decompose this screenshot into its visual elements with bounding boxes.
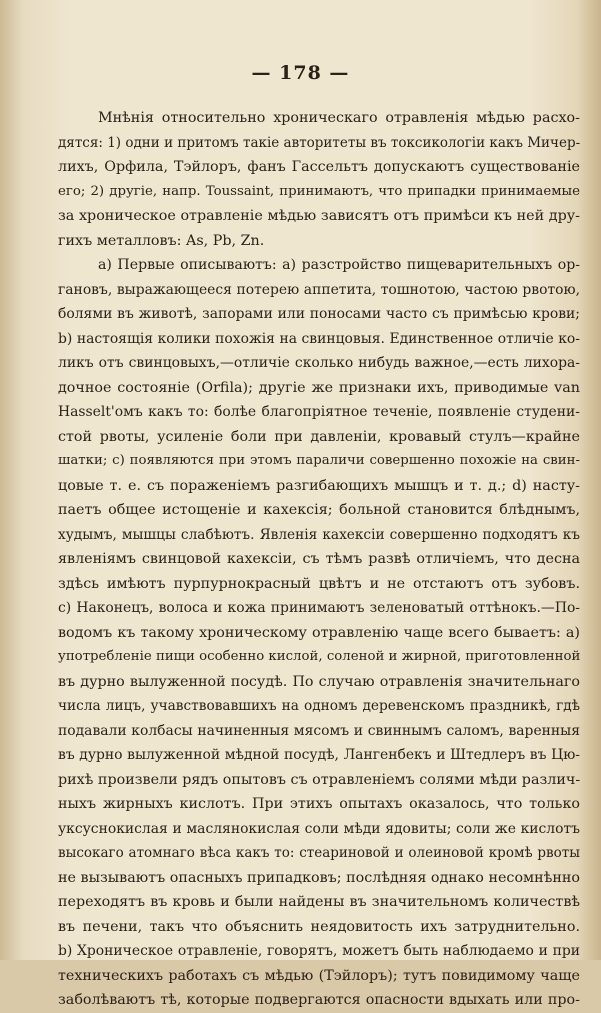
text-line: a) Первые описываютъ: a) разстройство пищеварительныхъ ор- xyxy=(98,257,580,273)
text-line: подавали колбасы начиненныя мясомъ и свиннымъ саломъ, варенныя xyxy=(58,722,580,739)
text-line: въ дурно вылуженной мѣдной посудѣ, Лангенбекъ и Штедлеръ въ Цю- xyxy=(58,747,580,763)
text-line: явленіямъ свинцовой кахексіи, съ тѣмъ развѣ отличіемъ, что десна xyxy=(58,551,580,567)
text-line: лихъ, Орфила, Тэйлоръ, фанъ Гассельтъ допускаютъ существованіе xyxy=(58,159,580,175)
text-line: b) настоящія колики похожія на свинцовыя. Единственное отличіе ко- xyxy=(58,330,580,347)
body-text xyxy=(58,106,580,1013)
text-line: Hasselt'омъ какъ то: болѣе благопріятное теченіе, появленіе студени- xyxy=(58,404,580,420)
text-line: водомъ къ такому хроническому отравленію чаще всего бываетъ: a) xyxy=(58,624,580,641)
text-line: въ дурно вылуженной посудѣ. По случаю отравленія значительнаго xyxy=(58,673,580,690)
text-line: паетъ общее истощеніе и кахексія; больной становится блѣднымъ, xyxy=(58,502,580,518)
text-line: рихѣ произвели рядъ опытовъ съ отравленіемъ солями мѣди различ- xyxy=(58,771,581,788)
text-line: худымъ, мышцы слабѣютъ. Явленія кахексіи совершенно подходятъ къ xyxy=(58,526,580,543)
text-line: употребленіе пищи особенно кислой, соленой и жирной, приготовленной xyxy=(58,649,581,664)
text-line: техническихъ работахъ съ мѣдью (Тэйлоръ); тутъ повидимому чаще xyxy=(58,967,580,984)
text-line: ныхъ жирныхъ кислотъ. При этихъ опытахъ оказалось, что только xyxy=(58,796,580,812)
text-line: заболѣваютъ тѣ, которые подвергаются опасности вдыхать или про- xyxy=(58,992,580,1008)
text-line: гихъ металловъ: As, Pb, Zn. xyxy=(58,232,265,249)
text-line: Мнѣнія относительно хроническаго отравленія мѣдью расхо- xyxy=(98,110,580,126)
text-line: дочное состояніе (Orfila); другіе же признаки ихъ, приводимые van xyxy=(58,379,580,396)
text-line: переходятъ въ кровь и были найдены въ значительномъ количествѣ xyxy=(58,894,580,910)
text-line: его; 2) другіе, напр. Toussaint, принимаютъ, что припадки принимаемые xyxy=(58,183,580,199)
text-line: болями въ животѣ, запорами или поносами часто съ примѣсью крови; xyxy=(58,306,580,322)
text-line: высокаго атомнаго вѣса какъ то: стеариновой и олеиновой кромѣ рвоты xyxy=(58,845,580,861)
text-line: не вызываютъ опасныхъ припадковъ; послѣдняя однако несомнѣнно xyxy=(58,869,580,886)
page-number: — 178 — xyxy=(251,62,350,84)
text-line: уксуснокислая и маслянокислая соли мѣди ядовиты; соли же кислотъ xyxy=(58,820,580,837)
text-line: ликъ отъ свинцовыхъ,—отличіе сколько нибудь важное,—есть лихора- xyxy=(58,355,580,371)
text-line: b) Хроническое отравленіе, говорятъ, можетъ быть наблюдаемо и при xyxy=(58,943,580,959)
text-line: за хроническое отравленіе мѣдью зависятъ отъ примѣси къ ней дру- xyxy=(58,208,580,224)
text-line: здѣсь имѣютъ пурпурнокрасный цвѣтъ и не отстаютъ отъ зубовъ. xyxy=(58,575,580,592)
text-line: цовые т. е. съ пораженіемъ разгибающихъ мышцъ и т. д.; d) насту- xyxy=(58,477,580,494)
text-line: числа лицъ, учавствовавшихъ на одномъ деревенскомъ праздникѣ, гдѣ xyxy=(58,698,580,714)
text-line: въ печени, такъ что объяснить неядовитость ихъ затруднительно. xyxy=(58,918,580,935)
text-line: шатки; c) появляются при этомъ параличи совершенно похожіе на свин- xyxy=(58,453,580,468)
text-line: гановъ, выражающееся потерею аппетита, тошнотою, частою рвотою, xyxy=(58,281,580,298)
text-line: c) Наконецъ, волоса и кожа принимаютъ зеленоватый оттѣнокъ.—По- xyxy=(58,600,580,616)
text-line: дятся: 1) одни и притомъ такіе авторитеты въ токсикологіи какъ Мичер- xyxy=(58,134,581,151)
text-line: стой рвоты, усиленіе боли при давленіи, кровавый стулъ—крайне xyxy=(58,428,580,445)
